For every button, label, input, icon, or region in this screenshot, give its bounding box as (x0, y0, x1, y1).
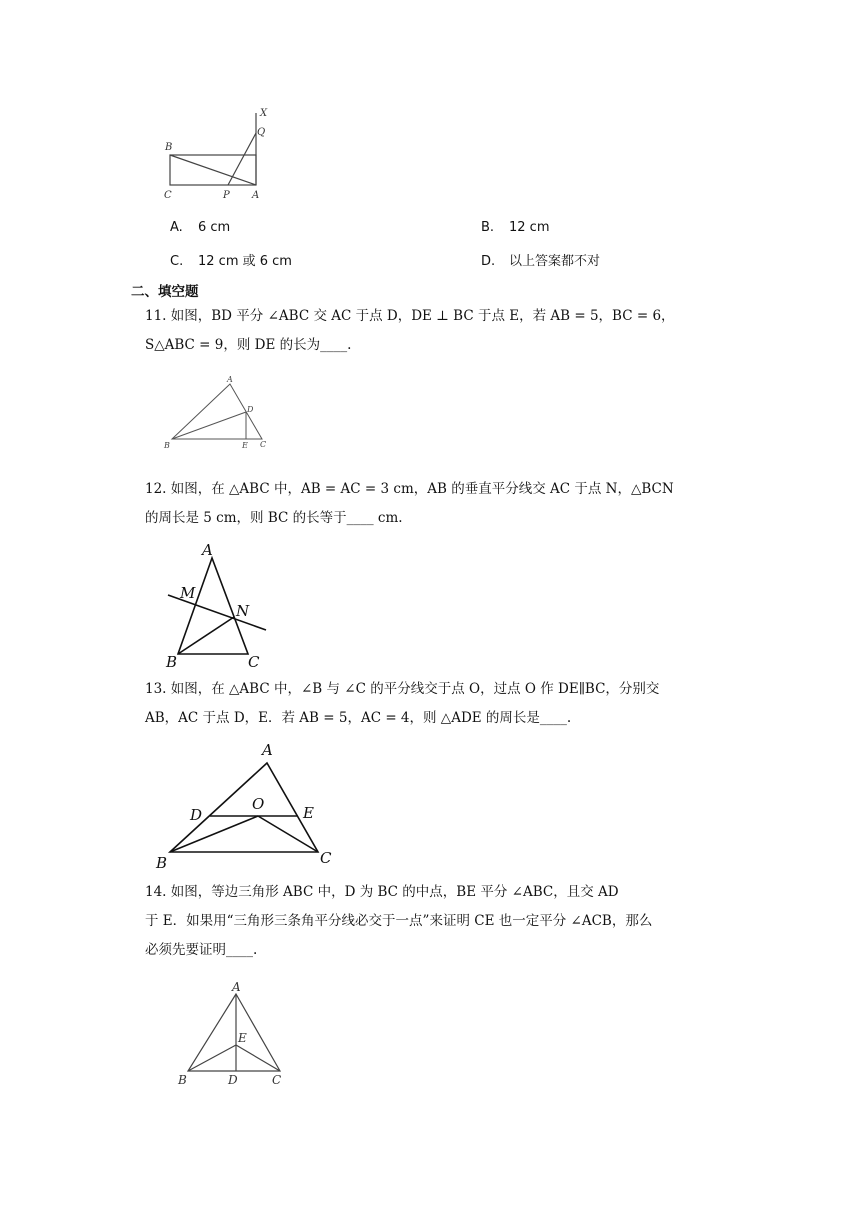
label-d: D (190, 806, 203, 824)
question-14 (145, 878, 735, 965)
q10-figure (160, 105, 280, 205)
label-a: A (227, 375, 233, 384)
label-b: B (156, 854, 168, 872)
q10-option-c[interactable] (170, 250, 292, 269)
option-text: 6 cm (198, 220, 231, 235)
label-m: M (180, 584, 196, 602)
label-e: E (242, 441, 248, 450)
label-a: A (232, 980, 241, 994)
label-x: X (260, 108, 268, 119)
label-e: E (238, 1031, 247, 1045)
option-text: 以上答案都不对 (509, 254, 601, 269)
q12-figure (160, 540, 280, 670)
label-c: C (320, 849, 332, 867)
label-b: B (164, 441, 170, 450)
q11-figure (160, 372, 275, 452)
q10-option-a[interactable] (170, 220, 230, 235)
question-text-line: S△ABC = 9，则 DE 的长为____. (145, 337, 352, 353)
option-label: D. (481, 254, 496, 269)
label-d: D (247, 405, 254, 414)
option-label: C. (170, 254, 184, 269)
question-11 (145, 302, 735, 360)
label-p: P (223, 190, 230, 201)
question-text-line: 12. 如图，在 △ABC 中，AB = AC = 3 cm，AB 的垂直平分线交 AC 于点 N，△BCN (145, 481, 674, 497)
label-c: C (260, 440, 267, 449)
label-b: B (165, 142, 173, 153)
question-text-line: 的周长是 5 cm，则 BC 的长等于____ cm. (145, 510, 403, 526)
question-13 (145, 675, 735, 733)
q14-figure (168, 978, 298, 1093)
question-text-line: 必须先要证明____. (145, 942, 258, 958)
label-c: C (164, 190, 172, 201)
label-a: A (252, 190, 260, 201)
option-label: A. (170, 220, 183, 235)
question-text-line: AB，AC 于点 D，E．若 AB = 5，AC = 4，则 △ADE 的周长是____. (145, 710, 572, 726)
label-o: O (252, 795, 265, 813)
label-a: A (202, 541, 213, 559)
question-text-line: 11. 如图，BD 平分 ∠ABC 交 AC 于点 D，DE ⊥ BC 于点 E，若 AB = 5，BC = 6， (145, 308, 675, 324)
label-b: B (178, 1073, 187, 1087)
question-text-line: 14. 如图，等边三角形 ABC 中，D 为 BC 的中点，BE 平分 ∠ABC，且交 AD (145, 884, 619, 900)
label-c: C (248, 653, 260, 670)
question-12 (145, 475, 735, 533)
label-b: B (166, 653, 178, 670)
question-text-line: 于 E．如果用“三角形三条角平分线必交于一点”来证明 CE 也一定平分 ∠ACB，那么 (145, 913, 653, 929)
option-label: B. (481, 220, 495, 235)
label-e: E (303, 804, 314, 822)
q10-option-d[interactable] (481, 250, 600, 269)
q13-figure (150, 738, 350, 873)
q10-option-b[interactable] (481, 220, 550, 235)
label-q: Q (257, 127, 266, 138)
question-text-line: 13. 如图，在 △ABC 中，∠B 与 ∠C 的平分线交于点 O，过点 O 作 DE∥BC，分别交 (145, 681, 660, 697)
option-text: 12 cm (509, 220, 550, 235)
label-c: C (272, 1073, 282, 1087)
label-a: A (262, 741, 273, 759)
option-text: 12 cm 或 6 cm (198, 254, 292, 269)
section-title: 二、填空题 (131, 284, 199, 300)
label-n: N (236, 602, 250, 620)
label-d: D (228, 1073, 238, 1087)
